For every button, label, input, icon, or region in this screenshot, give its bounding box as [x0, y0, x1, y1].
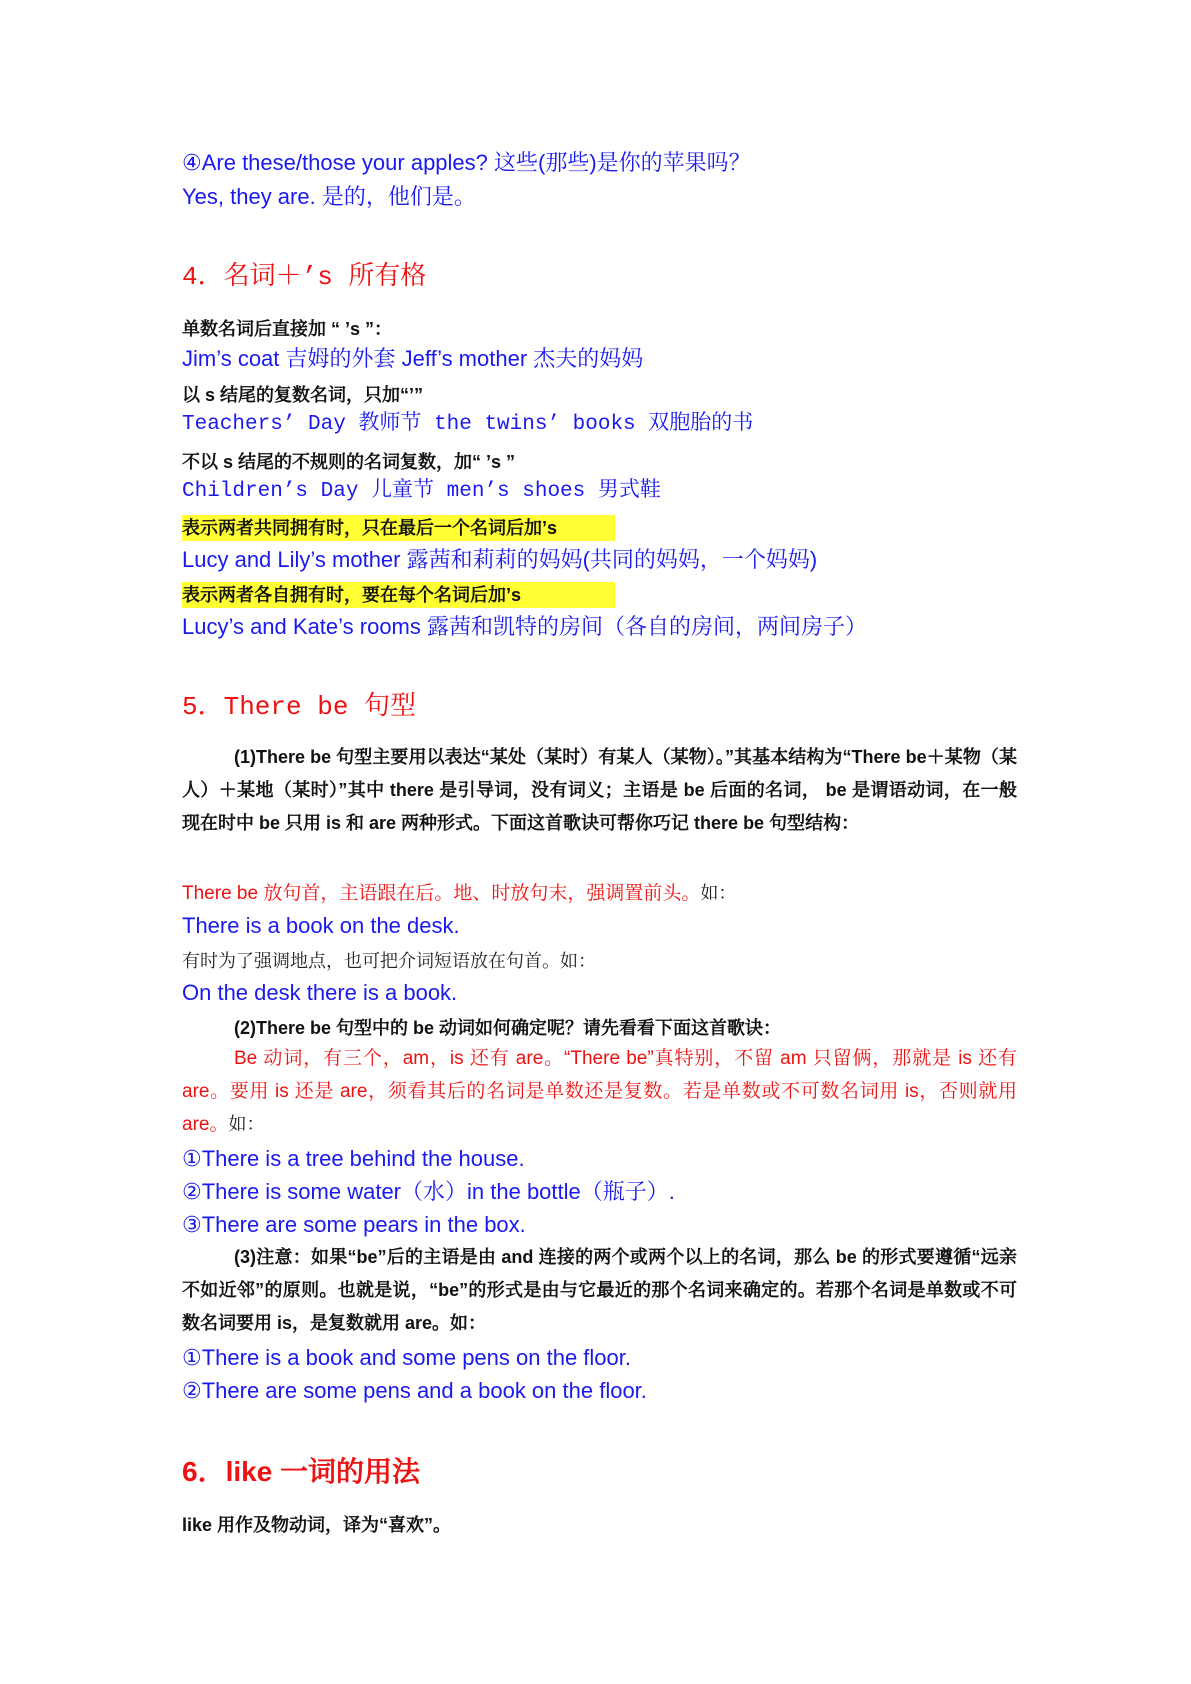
- paragraph-there-be-3: [182, 1241, 1017, 1340]
- paragraph-there-be-2: [182, 1018, 781, 1039]
- example-separate-ownership: Lucy’s and Kate’s rooms 露茜和凯特的房间（各自的房间，两间房子）: [182, 614, 867, 639]
- example-pens-and-book: ②There are some pens and a book on the floor.: [182, 1378, 647, 1403]
- rhyme-2-text: Be 动词，有三个，am，is 还有 are。“There be”真特别，不留 am 只留俩，那就是 is 还有 are。要用 is 还是 are，须看其后的名词是单数还是复数。若是单数或不可数名词用 is，否则就用 are。: [182, 1048, 1017, 1135]
- example-pears: ③There are some pears in the box.: [182, 1212, 526, 1237]
- example-on-the-desk: On the desk there is a book.: [182, 980, 458, 1005]
- paragraph-there-be-1: [182, 741, 1017, 840]
- rule-separate-ownership: 表示两者各自拥有时，要在每个名词后加’s: [182, 585, 522, 605]
- section-4-heading: 4．名词＋’s 所有格: [182, 262, 427, 292]
- paragraph-there-be-1-text: (1)There be 句型主要用以表达“某处（某时）有某人（某物）。”其基本结构为“There be＋某物（某人）＋某地（某时）”其中 there 是引导词，没有词义；主语是 be 后面的名词， be 是谓语动词，在一般现在时中 be 只用 is 和 are 两种形式。下面这首歌诀可帮你巧记 there be 句型结构：: [182, 747, 1017, 833]
- rule-plural-s: 以 s 结尾的复数名词，只加“’”: [182, 385, 424, 405]
- example-irregular-plural: Children’s Day 儿童节 men’s shoes 男式鞋: [182, 480, 661, 503]
- rhyme-1: There be 放句首，主语跟在后。地、时放句末，强调置前头。: [182, 883, 701, 904]
- example-there-is-book: There is a book on the desk.: [182, 913, 460, 938]
- rhyme-1-line: [182, 883, 736, 905]
- like-usage-text: like 用作及物动词，译为“喜欢”。: [182, 1515, 452, 1535]
- rhyme-2: [182, 1042, 1017, 1141]
- example-question-4: ④Are these/those your apples? 这些(那些)是你的苹果吗？: [182, 150, 751, 175]
- example-plural-s: Teachers’ Day 教师节 the twins’ books 双胞胎的书: [182, 413, 754, 436]
- example-tree: ①There is a tree behind the house.: [182, 1146, 525, 1171]
- example-book-and-pens: ①There is a book and some pens on the floor.: [182, 1345, 631, 1370]
- section-6-heading: 6．like 一词的用法: [182, 1456, 421, 1487]
- note-emphasis-place: 有时为了强调地点，也可把介词短语放在句首。如：: [182, 951, 596, 971]
- example-answer-4: Yes, they are. 是的，他们是。: [182, 184, 476, 209]
- rhyme-2-suffix: 如：: [228, 1114, 265, 1134]
- rule-singular: 单数名词后直接加 “ ’s ”：: [182, 319, 393, 339]
- example-water: ②There is some water（水）in the bottle（瓶子）.: [182, 1179, 675, 1204]
- rule-irregular-plural: 不以 s 结尾的不规则的名词复数，加“ ’s ”: [182, 452, 516, 472]
- rhyme-1-suffix: 如：: [700, 883, 737, 903]
- rule-joint-ownership: 表示两者共同拥有时，只在最后一个名词后加’s: [182, 518, 558, 538]
- paragraph-there-be-2-text: (2)There be 句型中的 be 动词如何确定呢？请先看看下面这首歌诀：: [234, 1018, 782, 1038]
- example-singular: Jim’s coat 吉姆的外套 Jeff’s mother 杰夫的妈妈: [182, 346, 644, 371]
- paragraph-there-be-3-text: (3)注意：如果“be”后的主语是由 and 连接的两个或两个以上的名词，那么 be 的形式要遵循“远亲不如近邻”的原则。也就是说，“be”的形式是由与它最近的那个名词来确定的。若那个名词是单数或不可数名词要用 is，是复数就用 are。如：: [182, 1247, 1017, 1333]
- section-5-heading: 5．There be 句型: [182, 692, 417, 722]
- example-joint-ownership: Lucy and Lily’s mother 露茜和莉莉的妈妈(共同的妈妈，一个妈妈): [182, 547, 818, 572]
